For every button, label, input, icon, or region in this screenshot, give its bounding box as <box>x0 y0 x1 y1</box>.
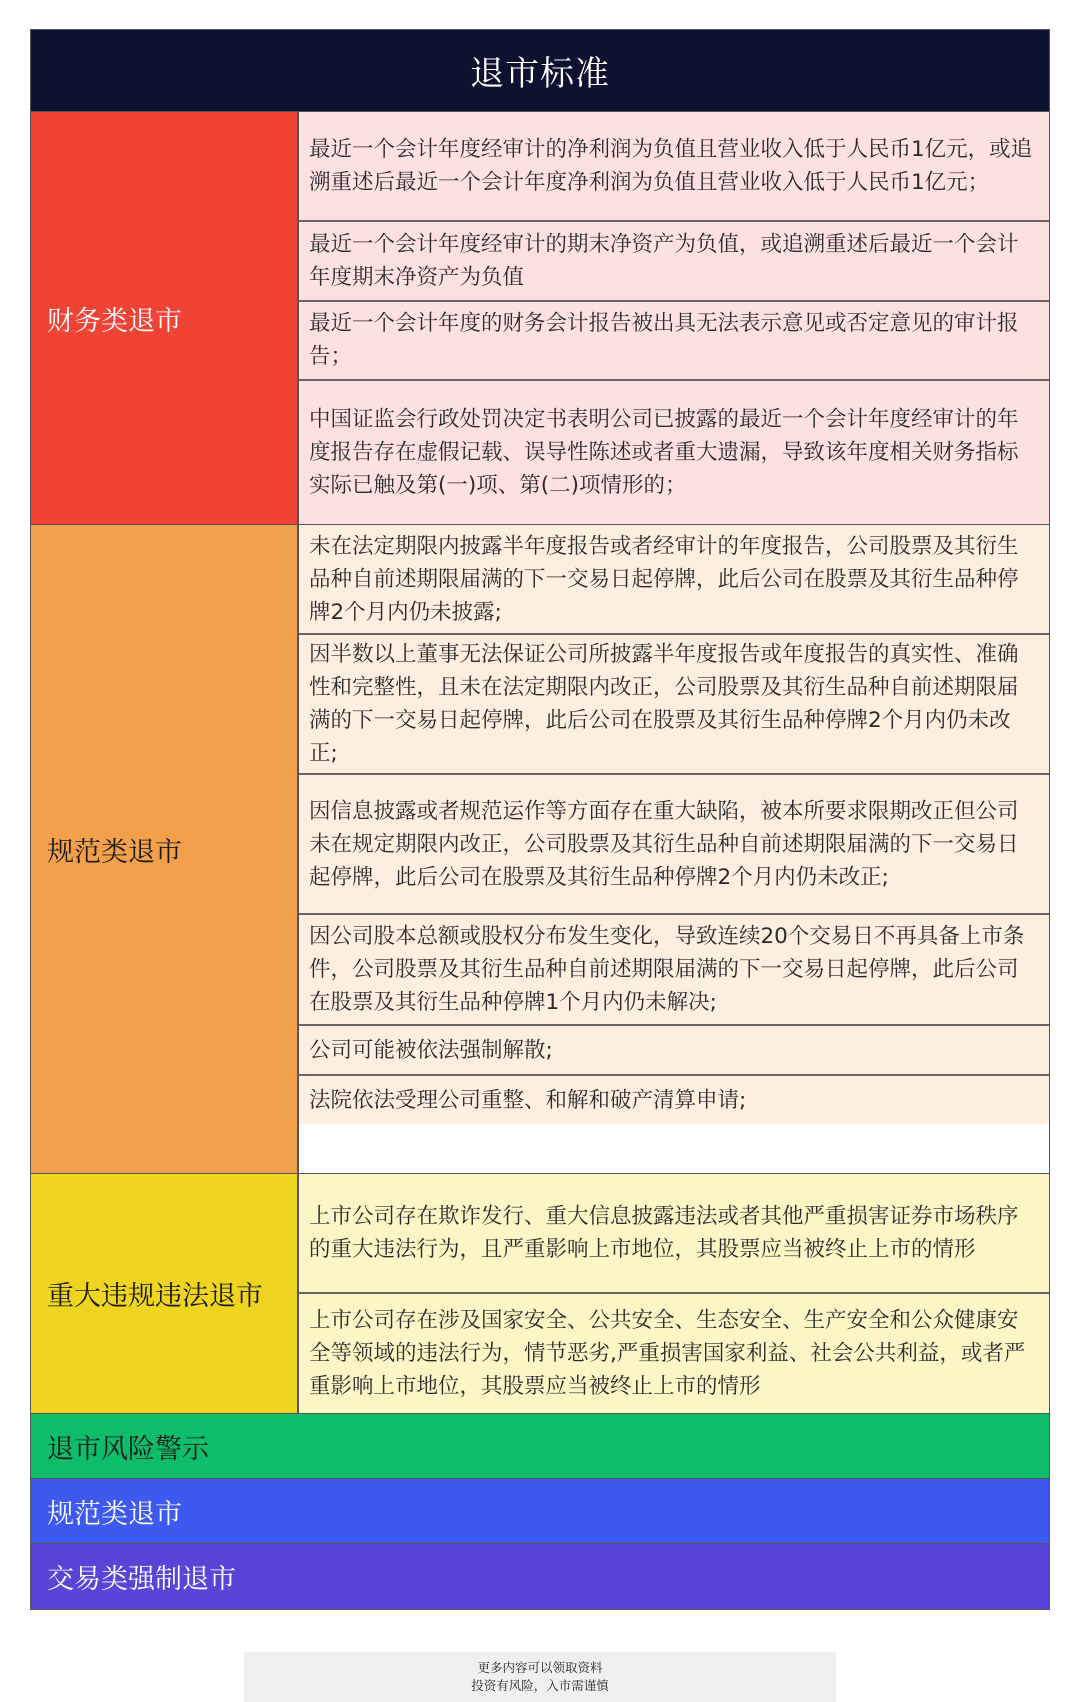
criteria-item: 中国证监会行政处罚决定书表明公司已披露的最近一个会计年度经审计的年度报告存在虚假记载、误导性陈述或者重大遗漏，导致该年度相关财务指标实际已触及第(一)项、第(二)项情形的； <box>299 381 1049 524</box>
section-financial-delisting <box>31 112 1049 525</box>
category-label: 财务类退市 <box>31 112 299 524</box>
delisting-standards-table <box>30 29 1050 1610</box>
footer-note <box>244 1652 836 1702</box>
criteria-item: 法院依法受理公司重整、和解和破产清算申请; <box>299 1076 1049 1124</box>
bar-delisting-risk-warning: 退市风险警示 <box>31 1414 1049 1479</box>
category-label: 重大违规违法退市 <box>31 1174 299 1413</box>
bar-trading-forced-delisting: 交易类强制退市 <box>31 1544 1049 1609</box>
section-major-violation-delisting <box>31 1174 1049 1414</box>
bar-normative-delisting: 规范类退市 <box>31 1479 1049 1544</box>
criteria-item: 最近一个会计年度的财务会计报告被出具无法表示意见或否定意见的审计报告； <box>299 302 1049 382</box>
footer-line-2: 投资有风险，入市需谨慎 <box>471 1678 609 1693</box>
footer-line-1: 更多内容可以领取资料 <box>477 1660 603 1675</box>
criteria-item: 上市公司存在欺诈发行、重大信息披露违法或者其他严重损害证券市场秩序的重大违法行为，且严重影响上市地位，其股票应当被终止上市的情形 <box>299 1174 1049 1294</box>
criteria-list <box>299 112 1049 524</box>
criteria-item: 上市公司存在涉及国家安全、公共安全、生态安全、生产安全和公众健康安全等领域的违法行为，情节恶劣,严重损害国家利益、社会公共利益，或者严重影响上市地位，其股票应当被终止上市的情形 <box>299 1294 1049 1414</box>
criteria-list <box>299 1174 1049 1413</box>
criteria-item: 因信息披露或者规范运作等方面存在重大缺陷，被本所要求限期改正但公司未在规定期限内改正，公司股票及其衍生品种自前述期限届满的下一交易日起停牌，此后公司在股票及其衍生品种停牌2个月内仍未改正; <box>299 775 1049 915</box>
table-title: 退市标准 <box>31 30 1049 112</box>
criteria-item: 因公司股本总额或股权分布发生变化，导致连续20个交易日不再具备上市条件，公司股票及其衍生品种自前述期限届满的下一交易日起停牌，此后公司在股票及其衍生品种停牌1个月内仍未解决; <box>299 915 1049 1026</box>
category-label: 规范类退市 <box>31 525 299 1173</box>
section-normative-delisting <box>31 525 1049 1174</box>
criteria-item: 未在法定期限内披露半年度报告或者经审计的年度报告，公司股票及其衍生品种自前述期限届满的下一交易日起停牌，此后公司在股票及其衍生品种停牌2个月内仍未披露; <box>299 525 1049 635</box>
criteria-item: 最近一个会计年度经审计的净利润为负值且营业收入低于人民币1亿元，或追溯重述后最近一个会计年度净利润为负值且营业收入低于人民币1亿元； <box>299 112 1049 222</box>
criteria-list <box>299 525 1049 1173</box>
criteria-item: 公司可能被依法强制解散; <box>299 1026 1049 1076</box>
criteria-item: 因半数以上董事无法保证公司所披露半年度报告或年度报告的真实性、准确性和完整性，且未在法定期限内改正，公司股票及其衍生品种自前述期限届满的下一交易日起停牌，此后公司在股票及其衍生品种停牌2个月内仍未改正; <box>299 635 1049 775</box>
criteria-item: 最近一个会计年度经审计的期末净资产为负值，或追溯重述后最近一个会计年度期末净资产为负值 <box>299 222 1049 302</box>
